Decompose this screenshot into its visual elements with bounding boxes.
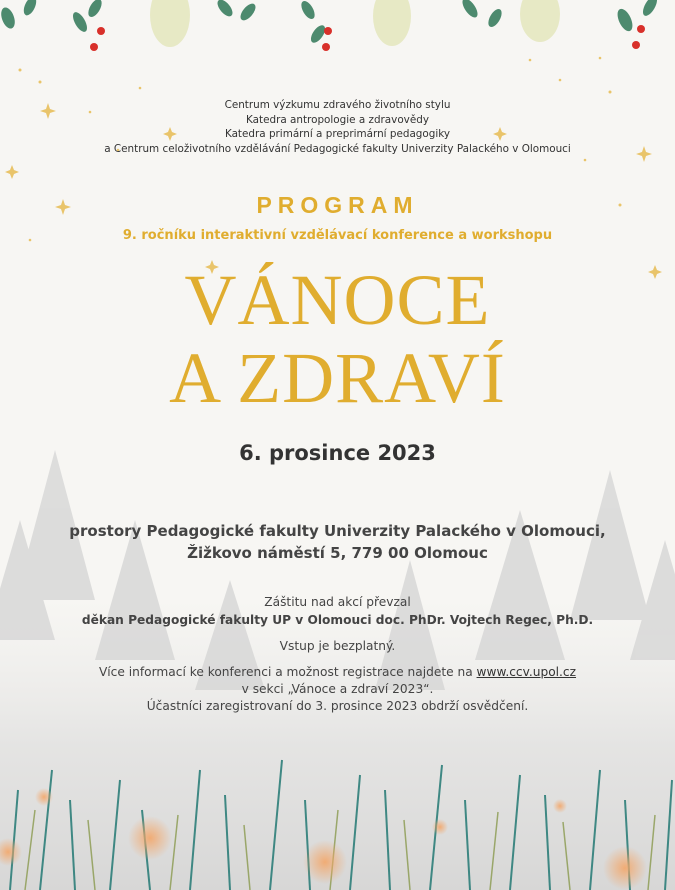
program-heading: PROGRAM: [256, 192, 419, 218]
patronage-label: Záštitu nad akcí převzal: [264, 595, 411, 609]
hanging-greenery: [0, 0, 660, 51]
website-link[interactable]: www.ccv.upol.cz: [476, 665, 577, 679]
more-info-line: [0, 664, 675, 681]
entry-note: Vstup je bezplatný.: [279, 639, 396, 653]
organizer-line: a Centrum celoživotního vzdělávání Pedagogické fakulty Univerzity Palackého v Olomouci: [104, 142, 571, 155]
organizer-line: Centrum výzkumu zdravého životního stylu: [224, 99, 451, 111]
event-title-line1: VÁNOCE: [184, 260, 491, 340]
event-date: 6. prosince 2023: [239, 441, 436, 465]
patronage-dean: děkan Pedagogické fakulty UP v Olomouci doc. PhDr. Vojtech Regec, Ph.D.: [81, 613, 594, 627]
event-title-line2: A ZDRAVÍ: [169, 338, 506, 418]
certificate-note: Účastníci zaregistrovaní do 3. prosince 2023 obdrží osvědčení.: [146, 699, 529, 713]
more-info-text: Více informací ke konferenci a možnost registrace najdete na: [98, 665, 473, 679]
conference-subtitle: 9. ročníku interaktivní vzdělávací konference a workshopu: [122, 228, 553, 243]
organizer-line: Katedra antropologie a zdravovědy: [246, 113, 429, 126]
venue-line2: Žižkovo náměstí 5, 779 00 Olomouc: [187, 544, 488, 562]
sparkles: [5, 57, 662, 279]
organizers-block: [0, 98, 675, 156]
organizer-line: Katedra primární a preprimární pedagogiky: [224, 128, 451, 141]
more-info-section: v sekci „Vánoce a zdraví 2023“.: [241, 682, 434, 696]
venue-line1: prostory Pedagogické fakulty Univerzity Palackého v Olomouci,: [69, 522, 606, 540]
